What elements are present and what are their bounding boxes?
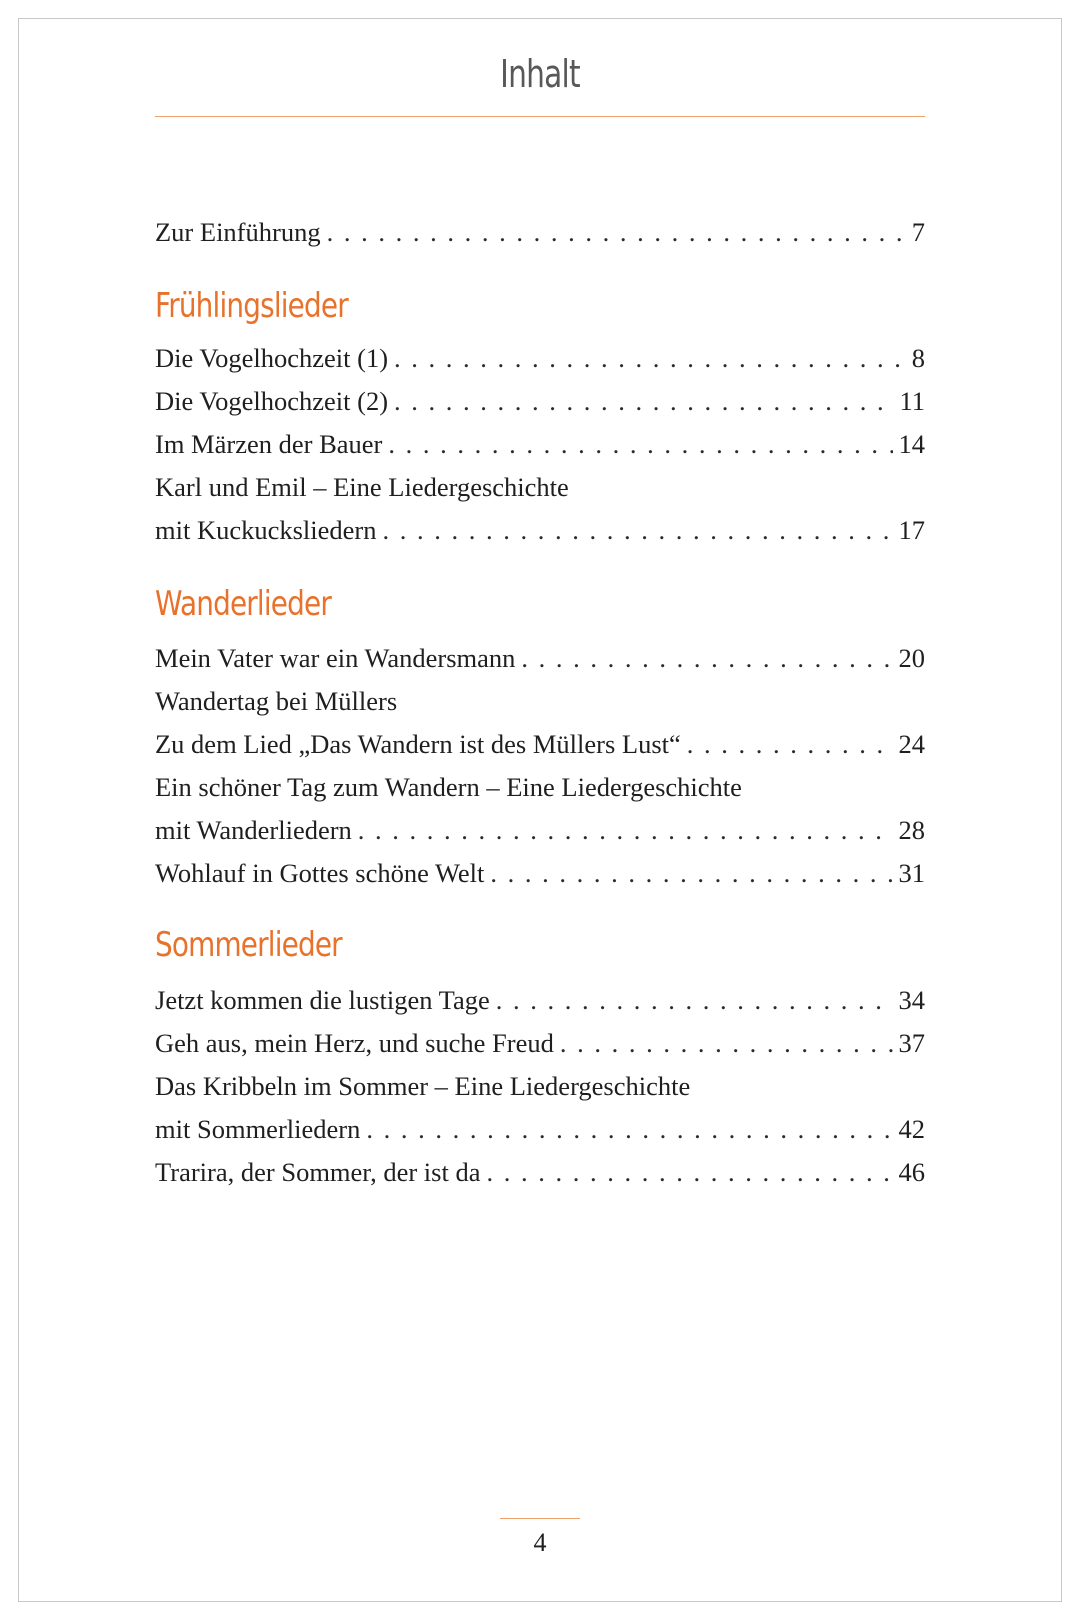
page-number: 4 [533,1528,547,1557]
toc-entry-title: Jetzt kommen die lustigen Tage [155,985,490,1015]
section-heading-wanderlieder: Wanderlieder [155,584,331,624]
toc-entry-intro[interactable] [155,212,925,252]
toc-entry[interactable] [155,853,925,893]
toc-entry[interactable] [155,810,925,850]
toc-entry-first-line[interactable] [155,767,925,807]
dot-leader [394,338,906,378]
toc-entry[interactable] [155,638,925,678]
toc-entry-page: 7 [911,217,925,247]
toc-entry-title: Ein schöner Tag zum Wandern – Eine Liedergeschichte [155,772,742,802]
toc-entry[interactable] [155,1152,925,1192]
dot-leader [486,1152,892,1192]
toc-entry-page: 42 [898,1114,925,1144]
toc-entry-page: 28 [898,815,925,845]
toc-entry-title: Zur Einführung [155,217,321,247]
dot-leader [383,510,893,550]
toc-entry-page: 20 [898,643,925,673]
toc-entry[interactable] [155,510,925,550]
toc-entry[interactable] [155,1023,925,1063]
toc-entry-title: Das Kribbeln im Sommer – Eine Liedergeschichte [155,1071,691,1101]
header-divider [155,116,925,117]
toc-entry-page: 11 [899,386,925,416]
toc-entry[interactable] [155,424,925,464]
dot-leader [496,980,893,1020]
dot-leader [388,424,892,464]
toc-entry-title: Im Märzen der Bauer [155,429,383,459]
toc-entry-title: Zu dem Lied „Das Wandern ist des Müllers Lust“ [155,729,681,759]
footer-divider [500,1518,580,1519]
toc-entry[interactable] [155,980,925,1020]
toc-entry-page: 37 [898,1028,925,1058]
toc-entry-title: mit Wanderliedern [155,815,352,845]
toc-entry-page: 46 [898,1157,925,1187]
dot-leader [394,381,893,421]
toc-entry-first-line[interactable] [155,681,925,721]
toc-entry[interactable] [155,338,925,378]
section-heading-sommerlieder: Sommerlieder [155,925,342,965]
toc-entry-page: 24 [898,729,925,759]
toc-entry-page: 17 [898,515,925,545]
dot-leader [327,212,906,252]
toc-entry-title: Mein Vater war ein Wandersmann [155,643,516,673]
dot-leader [366,1109,892,1149]
toc-entry-title: mit Sommerliedern [155,1114,361,1144]
toc-entry-first-line[interactable] [155,1066,925,1106]
toc-entry-page: 31 [898,858,925,888]
toc-entry-title: Trarira, der Sommer, der ist da [155,1157,481,1187]
toc-entry-first-line[interactable] [155,467,925,507]
toc-entry[interactable] [155,381,925,421]
dot-leader [358,810,893,850]
dot-leader [521,638,892,678]
toc-entry[interactable] [155,1109,925,1149]
toc-entry-title: Geh aus, mein Herz, und suche Freud [155,1028,554,1058]
toc-entry-title: mit Kuckucksliedern [155,515,377,545]
toc-entry-title: Die Vogelhochzeit (2) [155,386,389,416]
page-title: Inhalt [500,52,580,96]
toc-entry-page: 34 [898,985,925,1015]
toc-entry-title: Die Vogelhochzeit (1) [155,343,389,373]
toc-entry[interactable] [155,724,925,764]
dot-leader [560,1023,893,1063]
toc-entry-page: 8 [911,343,925,373]
toc-entry-title: Wohlauf in Gottes schöne Welt [155,858,485,888]
dot-leader [687,724,893,764]
section-heading-fruehlingslieder: Frühlingslieder [155,286,348,326]
toc-entry-page: 14 [898,429,925,459]
toc-entry-title: Wandertag bei Müllers [155,686,398,716]
dot-leader [490,853,892,893]
toc-entry-title: Karl und Emil – Eine Liedergeschichte [155,472,569,502]
